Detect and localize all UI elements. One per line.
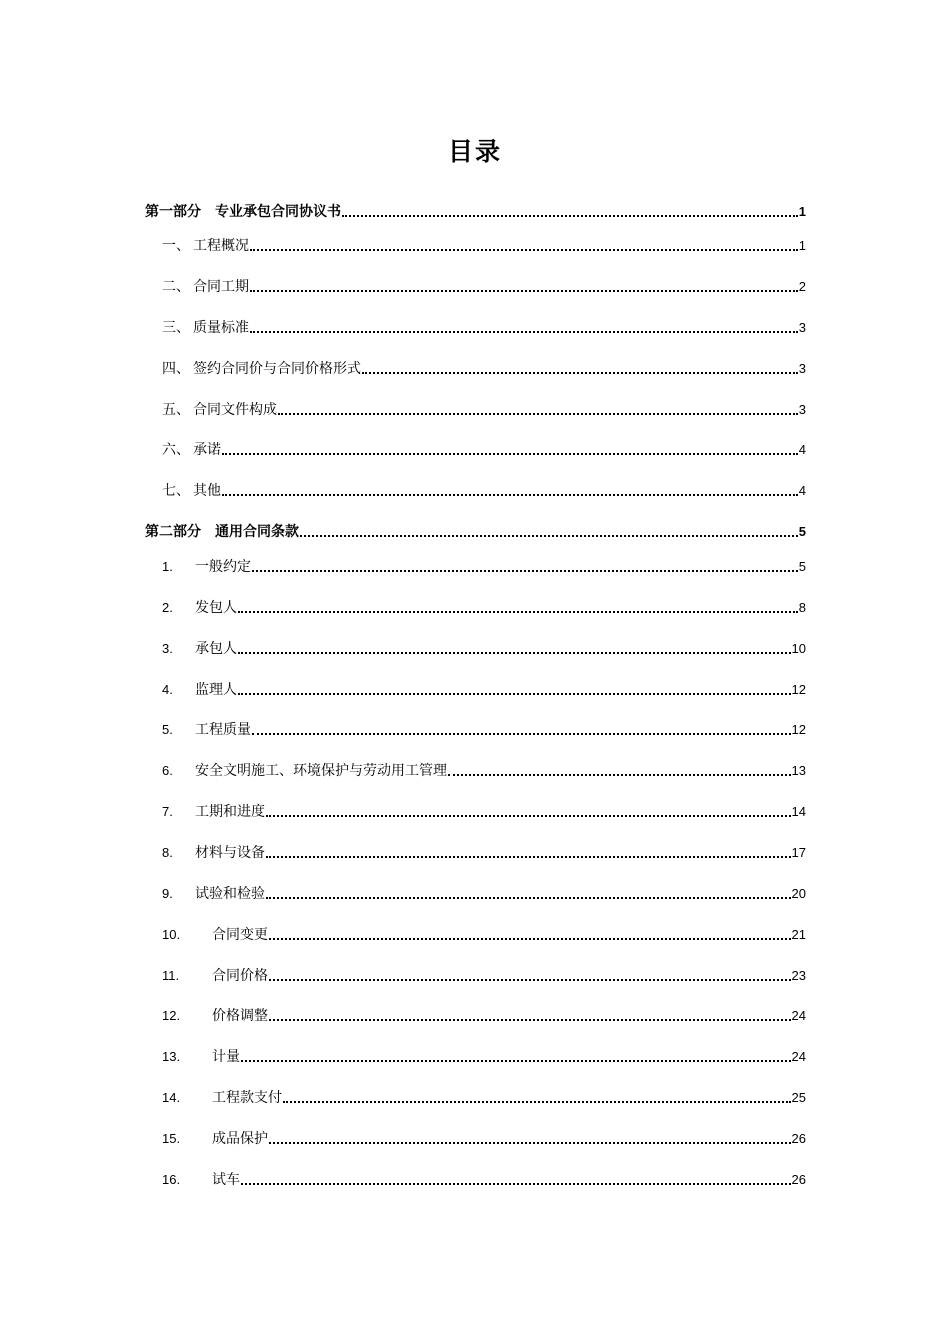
toc-entry[interactable]: [145, 799, 806, 821]
toc-dot-leader: [362, 372, 798, 374]
toc-page-number: 10: [791, 641, 806, 656]
toc-entry-number: 四、: [162, 361, 190, 377]
toc-entry[interactable]: [145, 717, 806, 739]
toc-entry[interactable]: [145, 437, 806, 459]
toc-entry-label: 发包人: [195, 600, 237, 616]
toc-dot-leader: [252, 570, 798, 572]
toc-page-number: 20: [791, 886, 806, 901]
toc-entry-label: 价格调整: [212, 1008, 268, 1024]
toc-dot-leader: [252, 733, 791, 735]
toc-page-number: 1: [798, 238, 806, 253]
toc-page-number: 4: [798, 442, 806, 457]
toc-entry-number: 10.: [162, 927, 181, 942]
toc-entry-label: 合同文件构成: [193, 402, 277, 418]
toc-page-number: 25: [791, 1090, 806, 1105]
toc-dot-leader: [269, 938, 791, 940]
toc-entry-number: 13.: [162, 1049, 181, 1064]
toc-entry[interactable]: [145, 199, 806, 221]
toc-page-number: 3: [798, 320, 806, 335]
toc-entry-number: 五、: [162, 402, 190, 418]
toc-dot-leader: [283, 1101, 791, 1103]
toc-entry-label: 合同工期: [193, 279, 249, 295]
toc-entry-label: 试验和检验: [195, 886, 265, 902]
toc-entry-label: 监理人: [195, 682, 237, 698]
toc-dot-leader: [269, 1019, 791, 1021]
toc-page-number: 3: [798, 361, 806, 376]
toc-entry-label: 材料与设备: [195, 845, 265, 861]
toc-entry[interactable]: [145, 315, 806, 337]
toc-entry-number: 三、: [162, 320, 190, 336]
toc-entry-number: 2.: [162, 600, 173, 615]
toc-page-number: 13: [791, 763, 806, 778]
toc-entry-number: 6.: [162, 763, 173, 778]
toc-entry[interactable]: [145, 554, 806, 576]
toc-dot-leader: [238, 693, 791, 695]
toc-dot-leader: [241, 1183, 791, 1185]
toc-entry-number: 12.: [162, 1008, 181, 1023]
toc-page-number: 23: [791, 968, 806, 983]
toc-entry-number: 一、: [162, 238, 190, 254]
toc-entry-number: 二、: [162, 279, 190, 295]
toc-entry[interactable]: [145, 519, 806, 541]
toc-entry[interactable]: [145, 274, 806, 296]
toc-dot-leader: [250, 290, 798, 292]
toc-dot-leader: [238, 611, 798, 613]
toc-page-number: 21: [791, 927, 806, 942]
toc-entry-number: 4.: [162, 682, 173, 697]
toc-entry-number: 11.: [162, 968, 180, 983]
toc-entry-number: 5.: [162, 722, 173, 737]
toc-entry-label: 第二部分 通用合同条款: [145, 524, 299, 540]
toc-entry-label: 安全文明施工、环境保护与劳动用工管理: [195, 763, 447, 779]
toc-entry[interactable]: [145, 1085, 806, 1107]
toc-dot-leader: [250, 249, 798, 251]
toc-entry-label: 试车: [212, 1172, 240, 1188]
toc-entry[interactable]: [145, 233, 806, 255]
toc-entry-label: 合同价格: [212, 968, 268, 984]
toc-entry-label: 工程概况: [193, 238, 249, 254]
toc-entry[interactable]: [145, 840, 806, 862]
toc-page-number: 12: [791, 722, 806, 737]
toc-dot-leader: [250, 331, 798, 333]
toc-entry-label: 其他: [193, 483, 221, 499]
toc-entry[interactable]: [145, 963, 806, 985]
toc-entry[interactable]: [145, 922, 806, 944]
toc-entry-label: 计量: [212, 1049, 240, 1065]
toc-entry-label: 一般约定: [195, 559, 251, 575]
toc-entry[interactable]: [145, 1167, 806, 1189]
toc-page-number: 2: [798, 279, 806, 294]
toc-entry[interactable]: [145, 1126, 806, 1148]
toc-entry-label: 承诺: [193, 442, 221, 458]
toc-entry-number: 9.: [162, 886, 173, 901]
toc-entry[interactable]: [145, 356, 806, 378]
toc-entry-label: 质量标准: [193, 320, 249, 336]
toc-page-number: 5: [798, 524, 806, 539]
toc-entry-number: 1.: [162, 559, 173, 574]
toc-entry-number: 16.: [162, 1172, 181, 1187]
toc-page-number: 24: [791, 1049, 806, 1064]
toc-entry[interactable]: [145, 1044, 806, 1066]
toc-page-number: 8: [798, 600, 806, 615]
toc-page-number: 24: [791, 1008, 806, 1023]
toc-entry[interactable]: [145, 397, 806, 419]
toc-page-number: 12: [791, 682, 806, 697]
toc-entry-number: 14.: [162, 1090, 181, 1105]
toc-entry[interactable]: [145, 1003, 806, 1025]
toc-title: 目录: [447, 137, 502, 166]
toc-entry-label: 成品保护: [212, 1131, 268, 1147]
toc-page-number: 26: [791, 1131, 806, 1146]
toc-entry-number: 七、: [162, 483, 190, 499]
toc-page-number: 4: [798, 483, 806, 498]
toc-dot-leader: [222, 453, 798, 455]
toc-entry-label: 工程质量: [195, 722, 251, 738]
toc-dot-leader: [342, 215, 798, 217]
toc-page-number: 1: [798, 204, 806, 219]
toc-dot-leader: [266, 897, 791, 899]
toc-page-number: 5: [798, 559, 806, 574]
toc-entry-number: 3.: [162, 641, 173, 656]
toc-entry-number: 7.: [162, 804, 173, 819]
toc-dot-leader: [300, 535, 798, 537]
toc-entry-label: 承包人: [195, 641, 237, 657]
toc-entry-label: 签约合同价与合同价格形式: [193, 361, 361, 377]
toc-entry-label: 工期和进度: [195, 804, 265, 820]
toc-entry[interactable]: [145, 677, 806, 699]
toc-entry-number: 8.: [162, 845, 173, 860]
toc-dot-leader: [241, 1060, 791, 1062]
toc-dot-leader: [238, 652, 791, 654]
toc-dot-leader: [266, 815, 791, 817]
toc-dot-leader: [448, 774, 791, 776]
toc-page-number: 17: [791, 845, 806, 860]
toc-page-number: 14: [791, 804, 806, 819]
toc-entry[interactable]: [145, 478, 806, 500]
toc-page-number: 3: [798, 402, 806, 417]
toc-page-number: 26: [791, 1172, 806, 1187]
toc-dot-leader: [222, 494, 798, 496]
toc-dot-leader: [269, 1142, 791, 1144]
toc-dot-leader: [266, 856, 791, 858]
toc-entry[interactable]: [145, 636, 806, 658]
toc-entry[interactable]: [145, 595, 806, 617]
toc-entry-number: 15.: [162, 1131, 181, 1146]
toc-entry[interactable]: [145, 758, 806, 780]
toc-dot-leader: [278, 413, 798, 415]
toc-entry-label: 合同变更: [212, 927, 268, 943]
toc-entry-number: 六、: [162, 442, 190, 458]
toc-entry[interactable]: [145, 881, 806, 903]
toc-dot-leader: [269, 979, 791, 981]
toc-entry-label: 第一部分 专业承包合同协议书: [145, 204, 341, 220]
toc-entry-label: 工程款支付: [212, 1090, 282, 1106]
